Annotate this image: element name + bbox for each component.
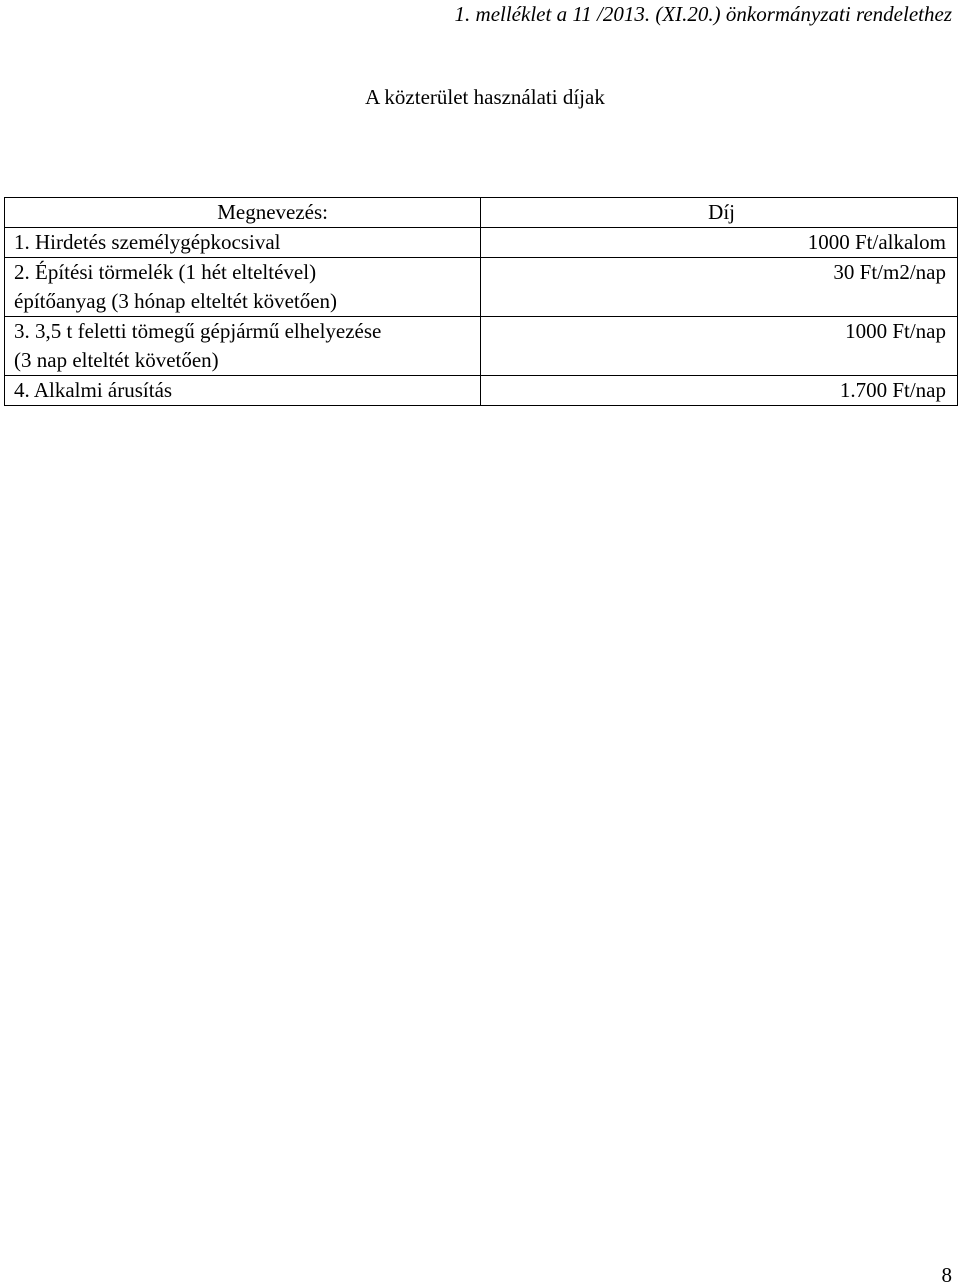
row-1-fee: 1000 Ft/alkalom <box>481 228 958 258</box>
row-4-name <box>5 376 481 406</box>
fee-table <box>4 197 958 406</box>
row-2-name <box>5 258 481 317</box>
annex-reference: 1. melléklet a 11 /2013. (XI.20.) önkormányzati rendelethez <box>454 2 952 26</box>
page-title: A közterület használati díjak <box>365 85 605 109</box>
table-row <box>5 317 958 376</box>
row-4-fee: 1.700 Ft/nap <box>481 376 958 406</box>
column-header-fee: Díj <box>481 198 958 228</box>
row-3-name-line-2: (3 nap elteltét követően) <box>14 348 219 372</box>
table-row <box>5 228 958 258</box>
row-2-name-line-2: építőanyag (3 hónap elteltét követően) <box>14 289 338 313</box>
row-1-name-line-1: 1. Hirdetés személygépkocsival <box>14 230 281 254</box>
table-row <box>5 258 958 317</box>
row-2-name-line-1: 2. Építési törmelék (1 hét elteltével) <box>14 260 317 284</box>
table-row <box>5 376 958 406</box>
row-2-fee: 30 Ft/m2/nap <box>481 258 958 317</box>
row-3-name <box>5 317 481 376</box>
page-number: 8 <box>941 1263 952 1287</box>
row-3-name-line-1: 3. 3,5 t feletti tömegű gépjármű elhelyezése <box>14 319 382 343</box>
row-4-name-line-1: 4. Alkalmi árusítás <box>14 378 173 402</box>
row-1-name <box>5 228 481 258</box>
column-header-name: Megnevezés: <box>5 198 481 228</box>
row-3-fee: 1000 Ft/nap <box>481 317 958 376</box>
table-header-row <box>5 198 958 228</box>
